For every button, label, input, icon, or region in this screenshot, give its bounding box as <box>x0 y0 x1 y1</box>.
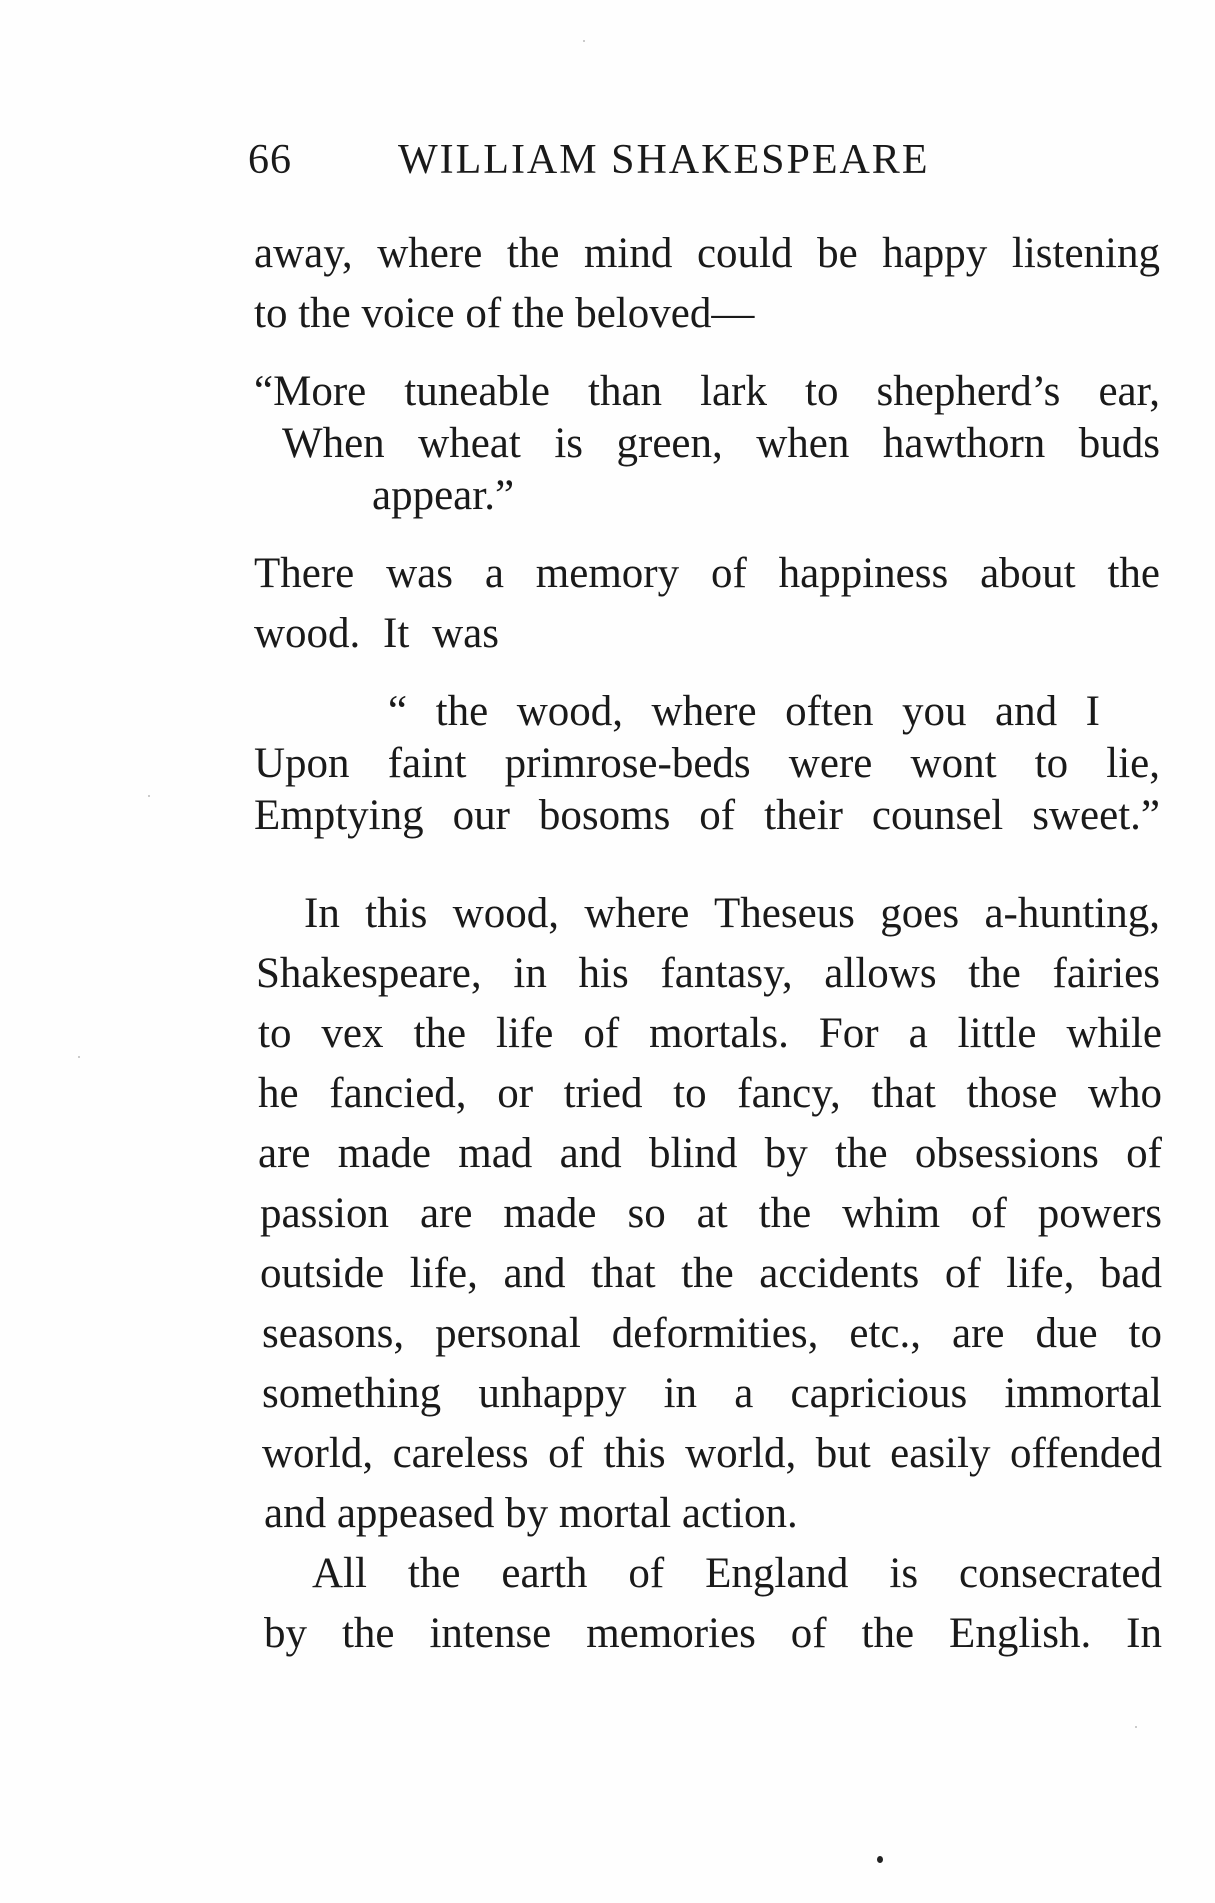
text-line: passion are made so at the whim of powers <box>260 1190 1162 1237</box>
text-line: In this wood, where Theseus goes a-hunting, <box>304 890 1160 937</box>
text-line: outside life, and that the accidents of life, bad <box>260 1250 1162 1297</box>
text-line: he fancied, or tried to fancy, that those who <box>258 1070 1162 1117</box>
verse-line: Emptying our bosoms of their counsel sweet.” <box>254 792 1160 839</box>
ink-speck <box>583 40 585 42</box>
text-line: Shakespeare, in his fantasy, allows the fairies <box>256 950 1160 997</box>
text-line: are made mad and blind by the obsessions of <box>258 1130 1162 1177</box>
text-line: by the intense memories of the English. In <box>264 1610 1162 1657</box>
text-line: to the voice of the beloved— <box>254 290 755 337</box>
ink-speck <box>148 795 150 797</box>
text-line: There was a memory of happiness about the <box>254 550 1160 597</box>
text-line: world, careless of this world, but easily offended <box>262 1430 1162 1477</box>
running-title: WILLIAM SHAKESPEARE <box>398 137 930 183</box>
page-number: 66 <box>248 137 292 183</box>
verse-line: “ the wood, where often you and I <box>388 688 1100 735</box>
ink-speck <box>877 1856 883 1863</box>
text-line: to vex the life of mortals. For a little while <box>258 1010 1162 1057</box>
verse-line: When wheat is green, when hawthorn buds <box>282 420 1160 467</box>
text-line: All the earth of England is consecrated <box>312 1550 1162 1597</box>
verse-line: appear.” <box>372 472 515 519</box>
text-line: something unhappy in a capricious immortal <box>262 1370 1162 1417</box>
text-line: and appeased by mortal action. <box>264 1490 798 1537</box>
text-line: wood. It was <box>254 610 499 657</box>
verse-line: Upon faint primrose-beds were wont to lie, <box>254 740 1160 787</box>
text-line: seasons, personal deformities, etc., are due to <box>262 1310 1162 1357</box>
text-line: away, where the mind could be happy listening <box>254 230 1160 277</box>
verse-line: “More tuneable than lark to shepherd’s ear, <box>254 368 1160 415</box>
ink-speck <box>78 1056 80 1058</box>
ink-speck <box>1135 1726 1137 1728</box>
page-header <box>248 136 1008 196</box>
